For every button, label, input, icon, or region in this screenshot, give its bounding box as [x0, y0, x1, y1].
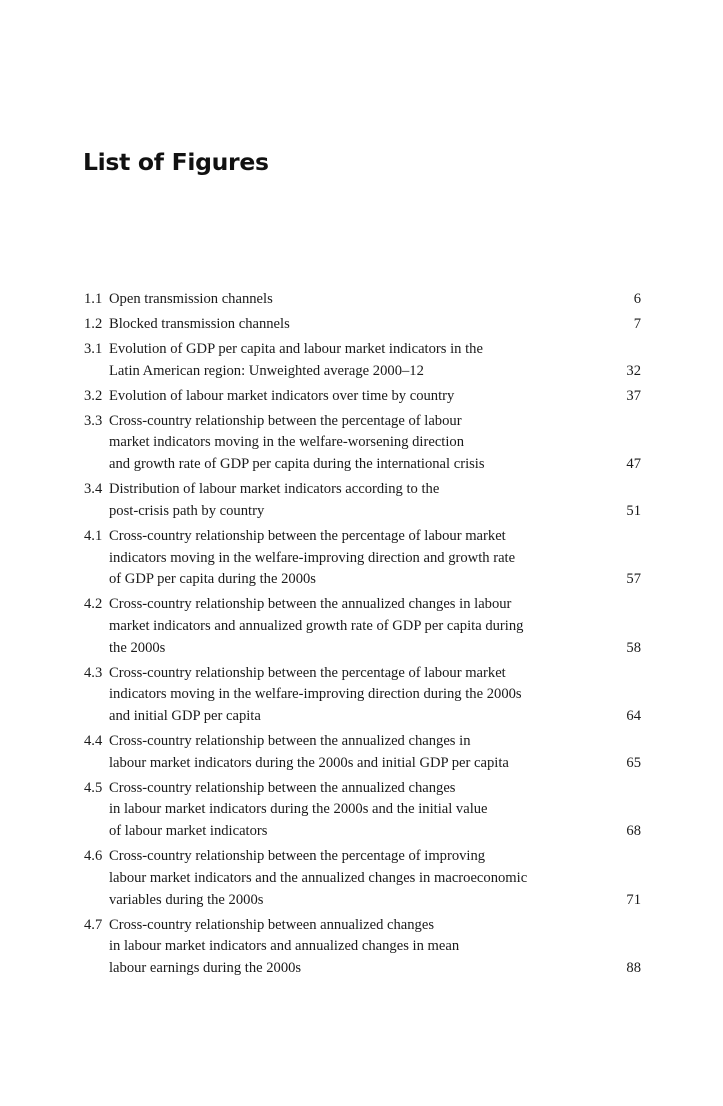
figure-entry-4-5: [84, 778, 641, 843]
figure-number: 3.1: [84, 341, 103, 357]
figure-number: 4.4: [84, 733, 103, 750]
caption-line: in labour market indicators during the 2000s and the initial value: [109, 801, 488, 818]
page-number: 71: [626, 891, 641, 908]
caption-line: Cross-country relationship between the percentage of improving: [109, 848, 486, 865]
caption-line: the 2000s: [109, 639, 166, 656]
caption-line: Cross-country relationship between the annualized changes in: [109, 733, 471, 750]
caption-line: variables during the 2000s: [109, 891, 264, 908]
page-number: 7: [633, 316, 641, 332]
figure-number: 4.1: [84, 527, 103, 544]
figure-entry-4-3: [84, 663, 641, 728]
caption-line: labour market indicators and the annualized changes in macroeconomic: [109, 869, 528, 886]
figure-number: 1.1: [84, 291, 103, 307]
figure-number: 4.2: [84, 596, 103, 613]
caption-line: Cross-country relationship between the annualized changes in labour: [109, 596, 512, 613]
figure-caption: [109, 594, 601, 659]
page-number: 6: [633, 291, 641, 307]
page-number: 57: [626, 571, 641, 588]
figure-entry-4-2: [84, 594, 641, 659]
figure-entry-3-2: [84, 386, 641, 408]
caption-line: Evolution of labour market indicators over time by country: [109, 387, 455, 404]
caption-line: labour earnings during the 2000s: [109, 959, 302, 976]
caption-line: indicators moving in the welfare-improving direction and growth rate: [109, 549, 516, 566]
page-number: 58: [626, 639, 641, 656]
figure-number: 4.5: [84, 779, 103, 796]
figure-number: 3.4: [84, 481, 103, 498]
figure-entry-4-4: [84, 731, 641, 774]
caption-line: labour market indicators during the 2000s and initial GDP per capita: [109, 754, 509, 771]
caption-line: Cross-country relationship between annualized changes: [109, 916, 435, 933]
figure-caption: [109, 386, 601, 408]
figure-caption: [109, 339, 601, 382]
caption-line: and growth rate of GDP per capita during the international crisis: [109, 456, 485, 473]
page-number: 88: [626, 959, 641, 976]
page-number: 47: [626, 456, 641, 473]
caption-line: Cross-country relationship between the percentage of labour: [109, 412, 462, 429]
caption-line: Latin American region: Unweighted average 2000–12: [109, 362, 424, 379]
figure-entry-3-1: [84, 339, 641, 382]
figure-number: 3.2: [84, 387, 103, 404]
caption-line: of GDP per capita during the 2000s: [109, 571, 316, 588]
figure-entry-3-4: [84, 479, 641, 522]
page-number: 32: [626, 362, 641, 379]
figure-caption: [109, 526, 601, 591]
figure-caption: [109, 778, 601, 843]
figure-number: 1.2: [84, 316, 103, 332]
caption-line: Cross-country relationship between the annualized changes: [109, 779, 456, 796]
figure-caption: [109, 846, 601, 911]
caption-line: in labour market indicators and annualized changes in mean: [109, 938, 460, 955]
caption-line: market indicators and annualized growth rate of GDP per capita during: [109, 617, 524, 634]
page-title: List of Figures: [83, 148, 269, 176]
figure-entry-4-1: [84, 526, 641, 591]
figure-caption: [109, 731, 601, 774]
figure-number: 3.3: [84, 412, 103, 429]
caption-line: Blocked transmission channels: [109, 316, 290, 332]
caption-line: of labour market indicators: [109, 823, 268, 840]
figure-number: 4.7: [84, 916, 103, 933]
figure-entry-1-1: [84, 289, 641, 311]
figure-caption: [109, 314, 601, 336]
caption-line: Distribution of labour market indicators according to the: [109, 481, 440, 498]
page-number: 37: [626, 387, 641, 404]
figure-entry-4-7: [84, 915, 641, 980]
figure-caption: [109, 289, 601, 311]
caption-line: Evolution of GDP per capita and labour market indicators in the: [109, 341, 483, 357]
caption-line: post-crisis path by country: [109, 502, 265, 519]
figure-number: 4.6: [84, 848, 103, 865]
figure-caption: [109, 663, 601, 728]
caption-line: and initial GDP per capita: [109, 708, 261, 725]
page-number: 64: [626, 708, 641, 725]
figure-caption: [109, 915, 601, 980]
caption-line: market indicators moving in the welfare-worsening direction: [109, 434, 465, 451]
figure-caption: [109, 479, 601, 522]
caption-line: Open transmission channels: [109, 291, 273, 307]
page-number: 65: [626, 754, 641, 771]
figure-caption: [109, 411, 601, 476]
page-number: 68: [626, 823, 641, 840]
figure-list: [84, 289, 641, 983]
figure-entry-3-3: [84, 411, 641, 476]
caption-line: Cross-country relationship between the percentage of labour market: [109, 527, 506, 544]
figure-entry-4-6: [84, 846, 641, 911]
caption-line: Cross-country relationship between the percentage of labour market: [109, 664, 506, 681]
page-number: 51: [626, 502, 641, 519]
figure-number: 4.3: [84, 664, 103, 681]
caption-line: indicators moving in the welfare-improving direction during the 2000s: [109, 686, 522, 703]
figure-entry-1-2: [84, 314, 641, 336]
